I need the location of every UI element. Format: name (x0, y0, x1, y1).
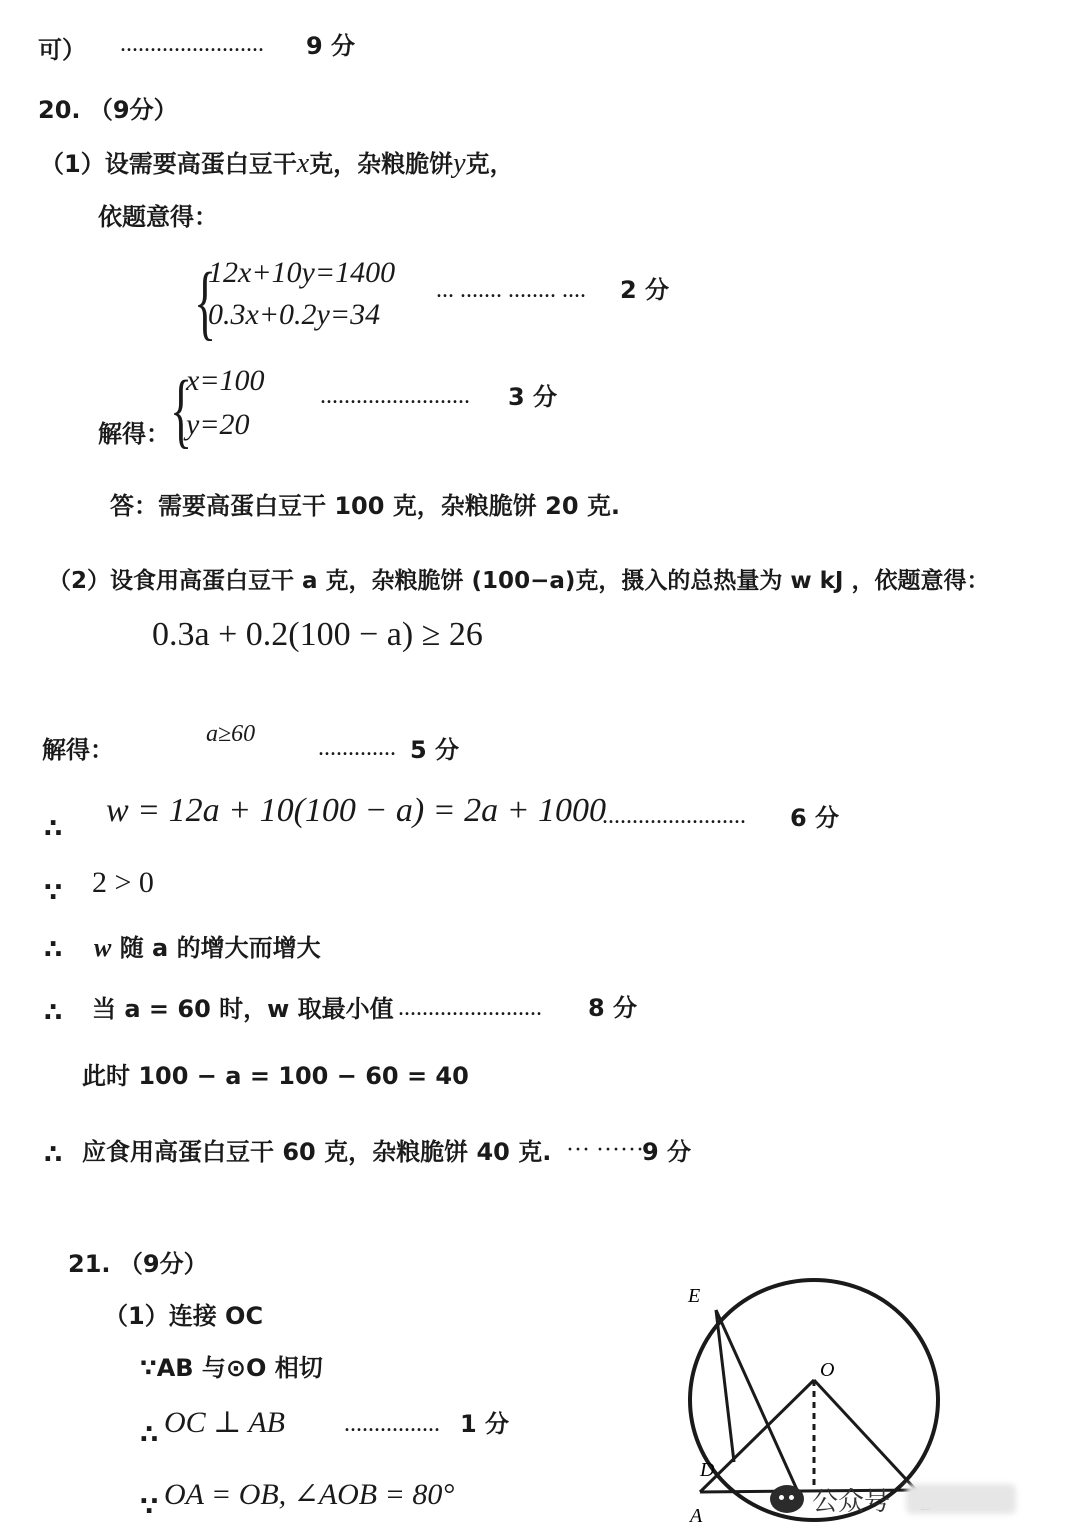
q20-p1-intro-b: 克，杂粮脆饼 (309, 150, 454, 178)
label-e: E (688, 1285, 701, 1307)
therefore-symbol-5: ∴ (140, 1420, 159, 1450)
q20-final-answer: 应食用高蛋白豆干 60 克，杂粮脆饼 40 克. (82, 1138, 552, 1166)
q21-step4: OA = OB, ∠AOB = 80° (164, 1478, 455, 1511)
therefore-symbol-3: ∴ (44, 998, 63, 1028)
label-a: A (690, 1505, 703, 1527)
watermark-text: 公众号 (812, 1486, 891, 1517)
equation-dots: ... ....... ........ .... (436, 277, 586, 303)
therefore-symbol-4: ∴ (44, 1140, 63, 1170)
equation-score: 2 分 (620, 276, 670, 304)
final-dots: ··· ······ (566, 1137, 644, 1163)
solution-dots: ......................... (320, 383, 470, 409)
inequality: 0.3a + 0.2(100 − a) ≥ 26 (152, 616, 483, 653)
because-symbol-2: ∵ (140, 1492, 159, 1522)
solution-label: 解得： (98, 420, 170, 448)
solution-2: y=20 (186, 408, 250, 441)
trend-text: 随 a 的增大而增大 (119, 934, 321, 962)
q20-p1-intro-a: （1）设需要高蛋白豆干 (40, 150, 297, 178)
top-line-prefix: 可） (38, 36, 86, 64)
line-ob (814, 1380, 916, 1490)
top-line-dots: ........................ (120, 31, 264, 57)
solution-score: 3 分 (508, 383, 558, 411)
q20-p2-solve-label: 解得： (42, 736, 114, 764)
therefore-symbol-2: ∴ (44, 935, 63, 965)
label-d: D (700, 1459, 715, 1481)
var-x: x (296, 148, 310, 179)
q20-p1-intro (40, 150, 514, 178)
w-equation: w = 12a + 10(100 − a) = 2a + 1000 (106, 792, 607, 829)
trend-statement (94, 935, 321, 961)
a-result-dots: ............. (318, 735, 396, 761)
a-result: a≥60 (206, 721, 256, 747)
step3-dots: ................ (344, 1411, 440, 1437)
watermark-blurred-name (906, 1484, 1016, 1514)
watermark (770, 1476, 1070, 1522)
q20-p1-intro-c: 克， (465, 150, 514, 178)
label-o: O (820, 1359, 835, 1381)
at-this-time: 此时 100 − a = 100 − 60 = 40 (82, 1062, 469, 1090)
var-w: w (94, 933, 112, 962)
final-score: 9 分 (642, 1138, 692, 1166)
q21-step2: ∵AB 与⊙O 相切 (140, 1354, 323, 1382)
q20-header: 20. （9分） (38, 96, 178, 124)
w-equation-score: 6 分 (790, 804, 840, 832)
var-y: y (453, 148, 466, 179)
because-symbol: ∵ (44, 878, 63, 908)
q21-step3: OC ⊥ AB (164, 1406, 285, 1439)
q20-p2-intro: （2）设食用高蛋白豆干 a 克，杂粮脆饼 (100−a)克，摄入的总热量为 w kJ ，依题意得： (48, 568, 990, 594)
min-dots: ........................ (398, 995, 542, 1021)
equation-1: 12x+10y=1400 (208, 256, 396, 289)
top-line-score: 9 分 (306, 32, 356, 60)
solution-brace: { (170, 364, 193, 457)
min-score: 8 分 (588, 994, 638, 1022)
condition: 2 > 0 (92, 866, 154, 899)
q20-p1-answer: 答：需要高蛋白豆干 100 克，杂粮脆饼 20 克. (110, 492, 621, 520)
min-statement: 当 a = 60 时，w 取最小值 (92, 995, 394, 1023)
a-result-score: 5 分 (410, 736, 460, 764)
step3-score: 1 分 (460, 1410, 510, 1438)
equation-2: 0.3x+0.2y=34 (208, 298, 381, 331)
q21-header: 21. （9分） (68, 1250, 208, 1278)
wechat-icon (770, 1485, 804, 1513)
equation-brace: { (194, 256, 217, 349)
q21-step1: （1）连接 OC (104, 1302, 264, 1330)
q20-yiti: 依题意得： (98, 203, 218, 231)
solution-1: x=100 (186, 364, 265, 397)
w-equation-dots: ........................ (602, 803, 746, 829)
therefore-symbol-1: ∴ (44, 814, 63, 844)
